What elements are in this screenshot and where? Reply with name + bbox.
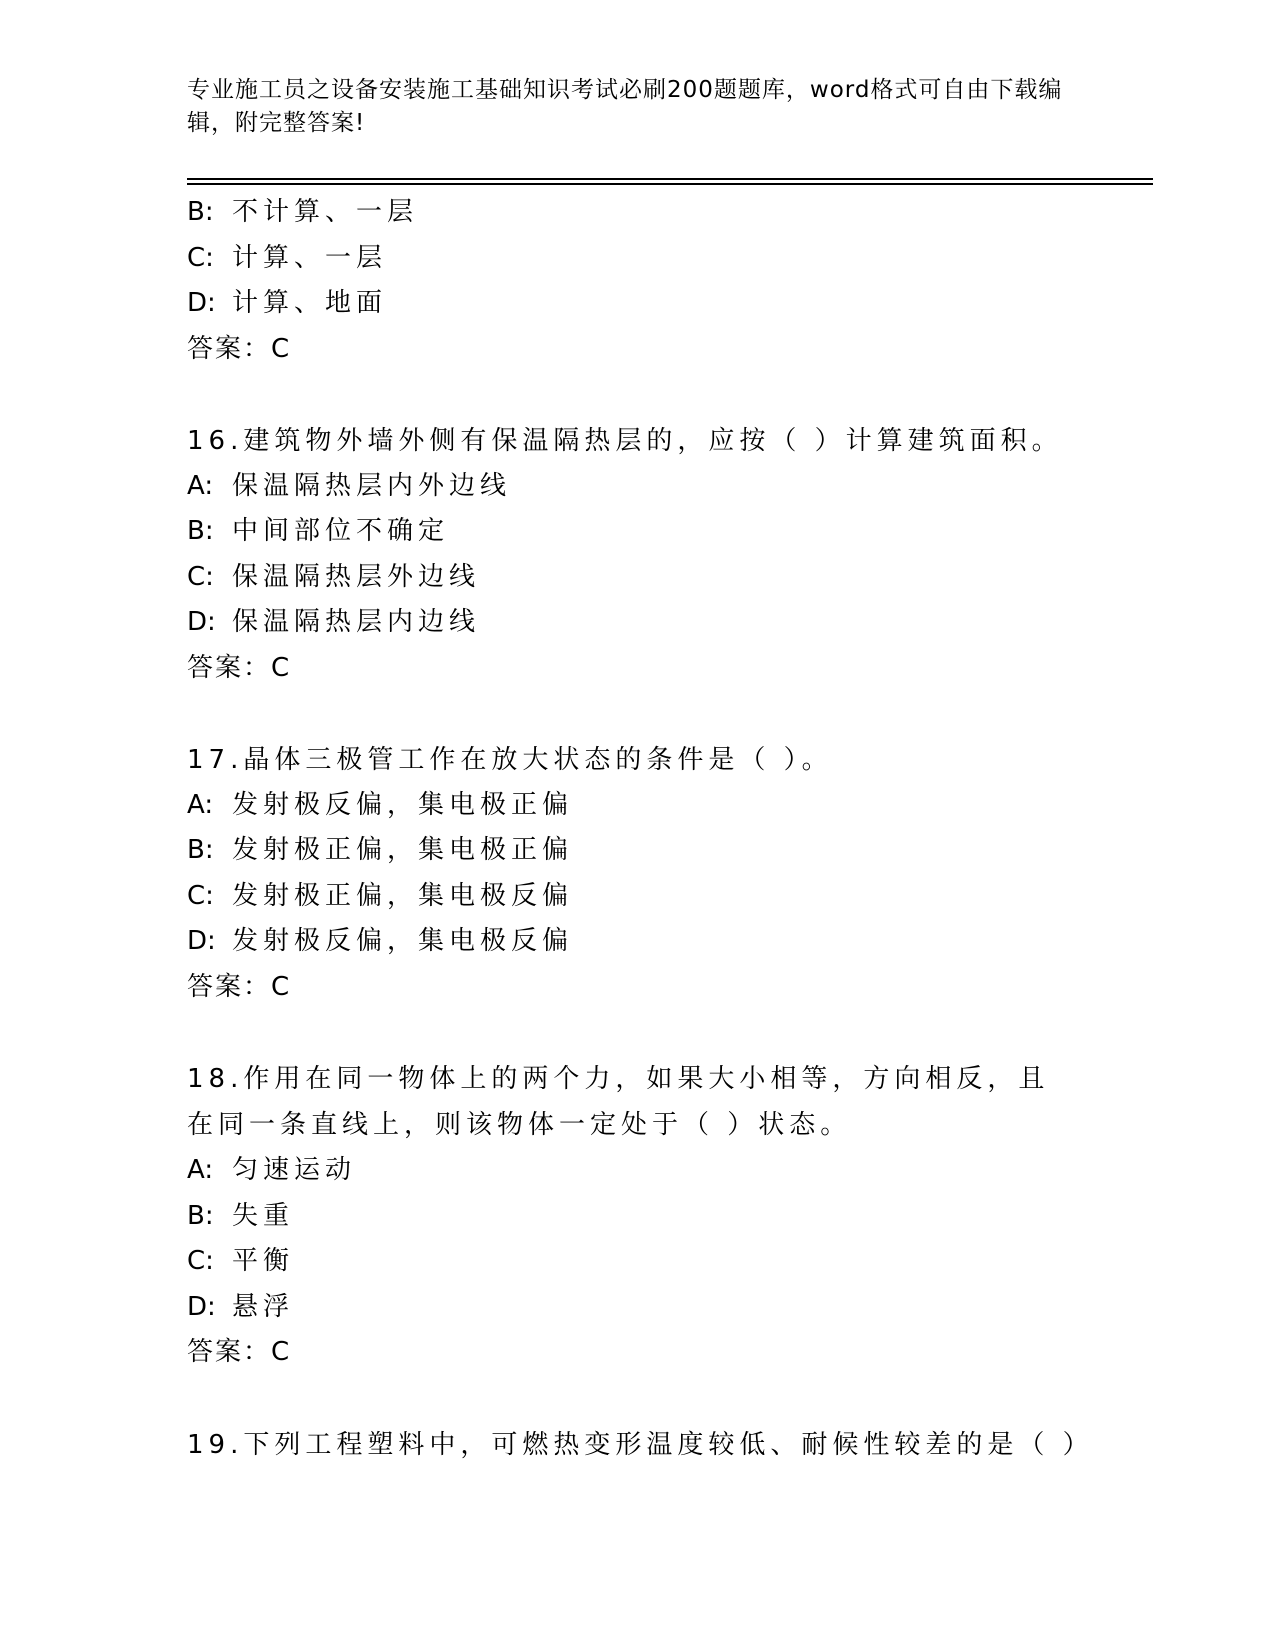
header-rule-bottom xyxy=(187,183,1153,185)
option-d: D: 发射极反偏，集电极反偏 xyxy=(187,926,574,956)
option-c: C: 保温隔热层外边线 xyxy=(187,561,481,592)
question-block-15-tail xyxy=(187,190,1107,372)
option-b: B: 中间部位不确定 xyxy=(187,516,450,546)
question-block-18 xyxy=(187,1056,1107,1376)
option-a: A: 匀速运动 xyxy=(187,1155,357,1185)
answer-line: 答案：C xyxy=(187,333,292,364)
header-rule-top xyxy=(187,178,1153,180)
question-block-17 xyxy=(187,737,1107,1010)
option-d: D: 保温隔热层内边线 xyxy=(187,607,481,637)
answer-line: 答案：C xyxy=(187,971,292,1002)
option-d: D: 悬浮 xyxy=(187,1291,295,1322)
option-b: B: 失重 xyxy=(187,1200,295,1231)
option-c: C: 发射极正偏，集电极反偏 xyxy=(187,880,574,911)
question-text: 18.作用在同一物体上的两个力，如果大小相等，方向相反，且在同一条直线上，则该物体一定处于（ ）状态。 xyxy=(187,1064,1050,1140)
option-a: A: 保温隔热层内外边线 xyxy=(187,470,512,501)
option-b: B: 不计算、一层 xyxy=(187,197,419,227)
question-text: 16.建筑物外墙外侧有保温隔热层的，应按（ ）计算建筑面积。 xyxy=(187,426,1063,456)
option-a: A: 发射极反偏，集电极正偏 xyxy=(187,789,574,820)
answer-line: 答案：C xyxy=(187,1337,292,1367)
option-d: D: 计算、地面 xyxy=(187,288,388,318)
option-c: C: 计算、一层 xyxy=(187,242,388,273)
question-text: 19.下列工程塑料中，可燃热变形温度较低、耐候性较差的是（ ） xyxy=(187,1429,1094,1460)
option-c: C: 平衡 xyxy=(187,1246,295,1276)
question-block-19 xyxy=(187,1422,1107,1468)
question-block-16 xyxy=(187,418,1107,691)
option-b: B: 发射极正偏，集电极正偏 xyxy=(187,835,574,865)
document-title: 专业施工员之设备安装施工基础知识考试必刷200题题库，word格式可自由下载编辑，附完整答案! xyxy=(187,77,1063,136)
answer-line: 答案：C xyxy=(187,652,292,683)
question-text: 17.晶体三极管工作在放大状态的条件是（ ）。 xyxy=(187,745,833,775)
document-header xyxy=(187,74,1067,140)
question-list xyxy=(187,190,1107,1467)
